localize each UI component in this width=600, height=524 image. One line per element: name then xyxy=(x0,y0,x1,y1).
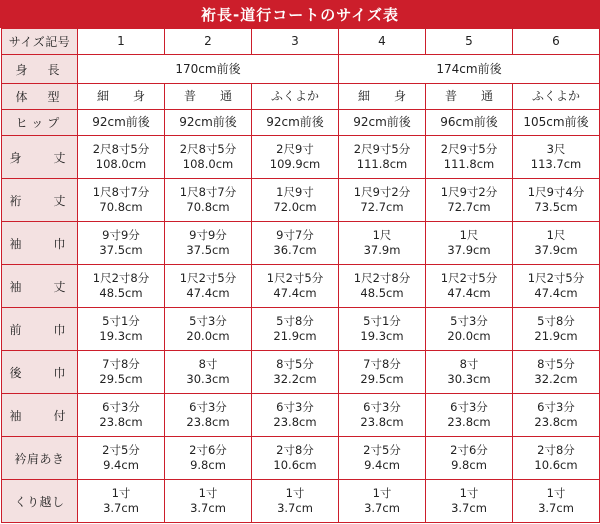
metric-measure: 109.9cm xyxy=(269,157,321,171)
metric-measure: 36.7cm xyxy=(273,243,317,257)
metric-measure: 113.7cm xyxy=(530,157,582,171)
measurement-label: 袖 巾 xyxy=(2,222,78,265)
measurement-cell xyxy=(339,222,426,265)
measurement-cell xyxy=(513,179,600,222)
metric-measure: 23.8cm xyxy=(186,415,230,429)
measurement-cell xyxy=(252,136,339,179)
metric-measure: 21.9cm xyxy=(534,329,578,343)
hip-cell: 96cm前後 xyxy=(426,110,513,136)
traditional-measure: 1尺8寸7分 xyxy=(92,185,150,199)
metric-measure: 20.0cm xyxy=(186,329,230,343)
metric-measure: 73.5cm xyxy=(534,200,578,214)
traditional-measure: 2尺8寸5分 xyxy=(92,142,150,156)
measurement-cell xyxy=(252,179,339,222)
traditional-measure: 1尺2寸8分 xyxy=(92,271,150,285)
metric-measure: 30.3cm xyxy=(186,372,230,386)
traditional-measure: 1尺 xyxy=(546,228,566,242)
measurement-cell xyxy=(165,480,252,523)
size-code-label: サイズ記号 xyxy=(2,29,78,55)
measurement-cell xyxy=(513,136,600,179)
body-type-cell: 普 通 xyxy=(426,84,513,110)
measurement-cell xyxy=(513,480,600,523)
size-code: 1 xyxy=(78,29,165,55)
measurement-cell xyxy=(426,265,513,308)
traditional-measure: 2寸6分 xyxy=(189,443,227,457)
measurement-cell xyxy=(426,351,513,394)
traditional-measure: 1尺 xyxy=(459,228,479,242)
body-type-label: 体 型 xyxy=(2,84,78,110)
traditional-measure: 8寸5分 xyxy=(537,357,575,371)
traditional-measure: 1尺9寸4分 xyxy=(527,185,585,199)
traditional-measure: 2尺9寸5分 xyxy=(353,142,411,156)
measurement-cell xyxy=(426,222,513,265)
traditional-measure: 3尺 xyxy=(546,142,566,156)
size-code: 6 xyxy=(513,29,600,55)
hip-cell: 105cm前後 xyxy=(513,110,600,136)
measurement-cell xyxy=(339,437,426,480)
measurement-cell xyxy=(165,179,252,222)
measurement-cell xyxy=(165,351,252,394)
traditional-measure: 8寸5分 xyxy=(276,357,314,371)
metric-measure: 111.8cm xyxy=(356,157,408,171)
metric-measure: 111.8cm xyxy=(443,157,495,171)
measurement-cell xyxy=(513,265,600,308)
metric-measure: 3.7cm xyxy=(103,501,139,515)
measurement-cell xyxy=(165,437,252,480)
traditional-measure: 5寸1分 xyxy=(363,314,401,328)
metric-measure: 23.8cm xyxy=(534,415,578,429)
traditional-measure: 1尺9寸2分 xyxy=(440,185,498,199)
traditional-measure: 6寸3分 xyxy=(363,400,401,414)
metric-measure: 108.0cm xyxy=(182,157,234,171)
metric-measure: 48.5cm xyxy=(99,286,143,300)
traditional-measure: 9寸9分 xyxy=(189,228,227,242)
traditional-measure: 1尺2寸5分 xyxy=(266,271,324,285)
traditional-measure: 6寸3分 xyxy=(537,400,575,414)
metric-measure: 9.8cm xyxy=(190,458,226,472)
traditional-measure: 9寸9分 xyxy=(102,228,140,242)
metric-measure: 47.4cm xyxy=(273,286,317,300)
traditional-measure: 2寸5分 xyxy=(102,443,140,457)
measurement-label: 袖 丈 xyxy=(2,265,78,308)
measurement-label: 身 丈 xyxy=(2,136,78,179)
measurement-cell xyxy=(165,136,252,179)
measurement-row xyxy=(2,136,600,179)
body-type-cell: 細 身 xyxy=(339,84,426,110)
traditional-measure: 6寸3分 xyxy=(189,400,227,414)
measurement-label: くり越し xyxy=(2,480,78,523)
traditional-measure: 7寸8分 xyxy=(102,357,140,371)
traditional-measure: 1尺2寸8分 xyxy=(353,271,411,285)
height-label: 身 長 xyxy=(2,55,78,84)
chart-title: 裄長-道行コートのサイズ表 xyxy=(0,0,600,28)
hip-cell: 92cm前後 xyxy=(339,110,426,136)
hip-row xyxy=(2,110,600,136)
hip-cell: 92cm前後 xyxy=(252,110,339,136)
measurement-cell xyxy=(252,222,339,265)
body-type-cell: 普 通 xyxy=(165,84,252,110)
hip-cell: 92cm前後 xyxy=(78,110,165,136)
size-table xyxy=(1,28,600,523)
traditional-measure: 5寸3分 xyxy=(189,314,227,328)
measurement-label: 後 巾 xyxy=(2,351,78,394)
size-code-row xyxy=(2,29,600,55)
metric-measure: 3.7cm xyxy=(364,501,400,515)
measurement-cell xyxy=(78,351,165,394)
size-code: 3 xyxy=(252,29,339,55)
measurement-cell xyxy=(78,480,165,523)
measurement-cell xyxy=(339,480,426,523)
metric-measure: 19.3cm xyxy=(99,329,143,343)
metric-measure: 10.6cm xyxy=(273,458,317,472)
traditional-measure: 2尺9寸5分 xyxy=(440,142,498,156)
measurement-cell xyxy=(513,437,600,480)
traditional-measure: 2寸8分 xyxy=(537,443,575,457)
metric-measure: 37.9cm xyxy=(447,243,491,257)
metric-measure: 3.7cm xyxy=(451,501,487,515)
metric-measure: 37.5cm xyxy=(186,243,230,257)
hip-cell: 92cm前後 xyxy=(165,110,252,136)
traditional-measure: 5寸8分 xyxy=(276,314,314,328)
traditional-measure: 6寸3分 xyxy=(102,400,140,414)
metric-measure: 3.7cm xyxy=(538,501,574,515)
measurement-cell xyxy=(339,179,426,222)
metric-measure: 9.4cm xyxy=(364,458,400,472)
hip-label: ヒップ xyxy=(2,110,78,136)
metric-measure: 47.4cm xyxy=(534,286,578,300)
metric-measure: 70.8cm xyxy=(186,200,230,214)
measurement-cell xyxy=(426,437,513,480)
measurement-row xyxy=(2,265,600,308)
metric-measure: 72.7cm xyxy=(360,200,404,214)
metric-measure: 3.7cm xyxy=(190,501,226,515)
metric-measure: 23.8cm xyxy=(360,415,404,429)
metric-measure: 30.3cm xyxy=(447,372,491,386)
traditional-measure: 1寸 xyxy=(285,486,305,500)
measurement-row xyxy=(2,179,600,222)
traditional-measure: 1尺2寸5分 xyxy=(527,271,585,285)
metric-measure: 37.9cm xyxy=(534,243,578,257)
measurement-cell xyxy=(165,308,252,351)
metric-measure: 19.3cm xyxy=(360,329,404,343)
measurement-cell xyxy=(339,394,426,437)
metric-measure: 70.8cm xyxy=(99,200,143,214)
measurement-row xyxy=(2,351,600,394)
height-row xyxy=(2,55,600,84)
traditional-measure: 1尺2寸5分 xyxy=(440,271,498,285)
size-code: 5 xyxy=(426,29,513,55)
metric-measure: 9.8cm xyxy=(451,458,487,472)
measurement-cell xyxy=(426,308,513,351)
measurement-cell xyxy=(339,136,426,179)
measurement-label: 衿肩あき xyxy=(2,437,78,480)
traditional-measure: 1寸 xyxy=(198,486,218,500)
metric-measure: 9.4cm xyxy=(103,458,139,472)
metric-measure: 3.7cm xyxy=(277,501,313,515)
metric-measure: 47.4cm xyxy=(447,286,491,300)
traditional-measure: 2寸8分 xyxy=(276,443,314,457)
metric-measure: 37.9m xyxy=(363,243,401,257)
traditional-measure: 2尺9寸 xyxy=(276,142,314,156)
traditional-measure: 1寸 xyxy=(459,486,479,500)
traditional-measure: 5寸8分 xyxy=(537,314,575,328)
metric-measure: 23.8cm xyxy=(99,415,143,429)
body-type-cell: ふくよか xyxy=(252,84,339,110)
measurement-cell xyxy=(165,222,252,265)
measurement-row xyxy=(2,480,600,523)
size-code: 4 xyxy=(339,29,426,55)
measurement-cell xyxy=(252,480,339,523)
metric-measure: 32.2cm xyxy=(534,372,578,386)
measurement-cell xyxy=(252,394,339,437)
traditional-measure: 6寸3分 xyxy=(450,400,488,414)
measurement-cell xyxy=(339,265,426,308)
size-code: 2 xyxy=(165,29,252,55)
measurement-cell xyxy=(426,394,513,437)
measurement-cell xyxy=(78,437,165,480)
metric-measure: 32.2cm xyxy=(273,372,317,386)
measurement-cell xyxy=(513,222,600,265)
traditional-measure: 1尺8寸7分 xyxy=(179,185,237,199)
height-group-b: 174cm前後 xyxy=(339,55,600,84)
measurement-cell xyxy=(165,394,252,437)
measurement-cell xyxy=(78,222,165,265)
measurement-cell xyxy=(339,351,426,394)
metric-measure: 10.6cm xyxy=(534,458,578,472)
traditional-measure: 1尺9寸2分 xyxy=(353,185,411,199)
measurement-label: 裄 丈 xyxy=(2,179,78,222)
traditional-measure: 1尺 xyxy=(372,228,392,242)
traditional-measure: 2寸5分 xyxy=(363,443,401,457)
metric-measure: 72.0cm xyxy=(273,200,317,214)
measurement-row xyxy=(2,437,600,480)
measurement-cell xyxy=(426,179,513,222)
body-type-cell: 細 身 xyxy=(78,84,165,110)
metric-measure: 23.8cm xyxy=(273,415,317,429)
measurement-cell xyxy=(252,265,339,308)
metric-measure: 20.0cm xyxy=(447,329,491,343)
measurement-label: 前 巾 xyxy=(2,308,78,351)
traditional-measure: 1寸 xyxy=(372,486,392,500)
measurement-row xyxy=(2,308,600,351)
metric-measure: 108.0cm xyxy=(95,157,147,171)
traditional-measure: 9寸7分 xyxy=(276,228,314,242)
metric-measure: 23.8cm xyxy=(447,415,491,429)
metric-measure: 72.7cm xyxy=(447,200,491,214)
measurement-cell xyxy=(78,308,165,351)
traditional-measure: 6寸3分 xyxy=(276,400,314,414)
metric-measure: 47.4cm xyxy=(186,286,230,300)
metric-measure: 29.5cm xyxy=(360,372,404,386)
body-type-row xyxy=(2,84,600,110)
metric-measure: 48.5cm xyxy=(360,286,404,300)
metric-measure: 29.5cm xyxy=(99,372,143,386)
body-type-cell: ふくよか xyxy=(513,84,600,110)
traditional-measure: 2寸6分 xyxy=(450,443,488,457)
traditional-measure: 8寸 xyxy=(459,357,479,371)
traditional-measure: 1寸 xyxy=(546,486,566,500)
measurement-cell xyxy=(513,351,600,394)
traditional-measure: 2尺8寸5分 xyxy=(179,142,237,156)
traditional-measure: 5寸3分 xyxy=(450,314,488,328)
traditional-measure: 5寸1分 xyxy=(102,314,140,328)
measurement-label: 袖 付 xyxy=(2,394,78,437)
traditional-measure: 8寸 xyxy=(198,357,218,371)
metric-measure: 37.5cm xyxy=(99,243,143,257)
measurement-cell xyxy=(426,480,513,523)
measurement-cell xyxy=(78,136,165,179)
measurement-cell xyxy=(426,136,513,179)
height-group-a: 170cm前後 xyxy=(78,55,339,84)
traditional-measure: 1尺9寸 xyxy=(276,185,314,199)
measurement-cell xyxy=(165,265,252,308)
measurement-cell xyxy=(339,308,426,351)
measurement-cell xyxy=(78,179,165,222)
traditional-measure: 1尺2寸5分 xyxy=(179,271,237,285)
measurement-cell xyxy=(252,308,339,351)
measurement-cell xyxy=(513,394,600,437)
measurement-row xyxy=(2,222,600,265)
metric-measure: 21.9cm xyxy=(273,329,317,343)
traditional-measure: 1寸 xyxy=(111,486,131,500)
measurement-cell xyxy=(78,394,165,437)
measurement-cell xyxy=(252,437,339,480)
measurement-cell xyxy=(78,265,165,308)
measurement-row xyxy=(2,394,600,437)
measurement-cell xyxy=(513,308,600,351)
measurement-cell xyxy=(252,351,339,394)
traditional-measure: 7寸8分 xyxy=(363,357,401,371)
